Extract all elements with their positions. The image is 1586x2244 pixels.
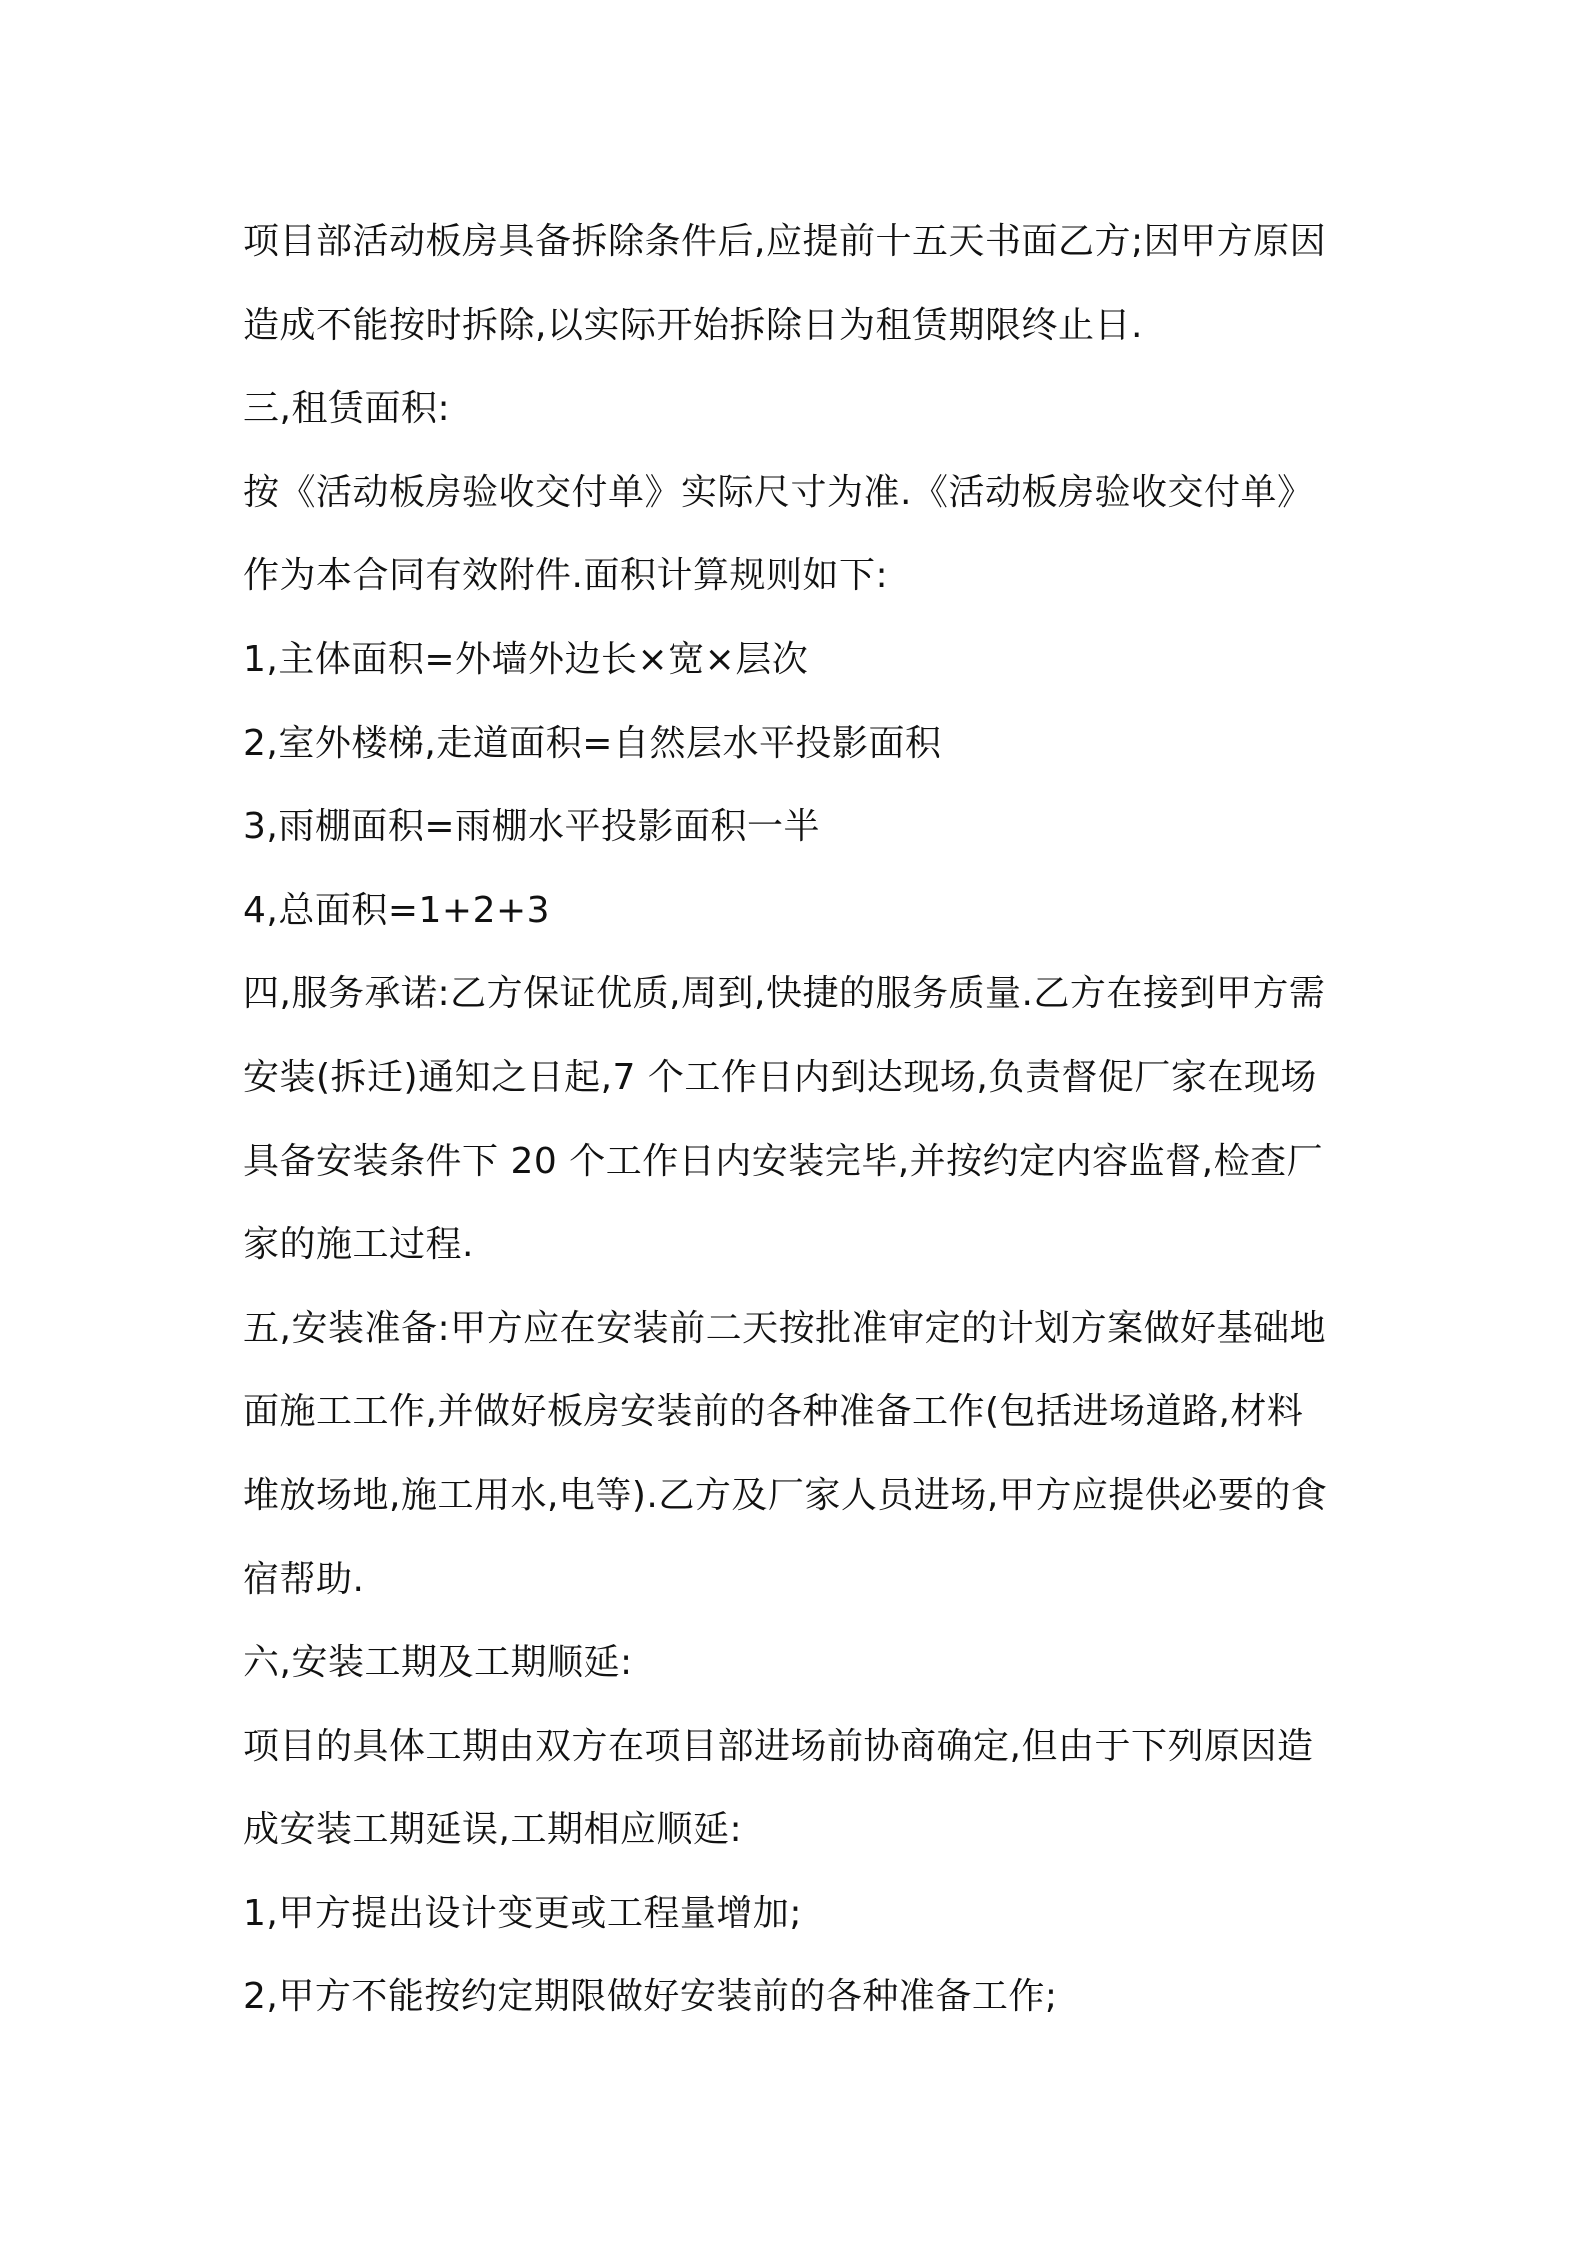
- list-item: 1,主体面积=外墙外边长×宽×层次: [243, 638, 809, 680]
- text-line: 项目的具体工期由双方在项目部进场前协商确定,但由于下列原因造: [243, 1725, 1314, 1767]
- section-heading-rental-area: 三,租赁面积:: [243, 388, 451, 430]
- text-line: 堆放场地,施工用水,电等).乙方及厂家人员进场,甲方应提供必要的食: [243, 1474, 1328, 1516]
- text-line: 具备安装条件下 20 个工作日内安装完毕,并按约定内容监督,检查厂: [243, 1140, 1324, 1182]
- text-line: 按《活动板房验收交付单》实际尺寸为准.《活动板房验收交付单》: [243, 471, 1314, 513]
- document-body: [243, 200, 1363, 2039]
- list-item: 2,室外楼梯,走道面积=自然层水平投影面积: [243, 722, 942, 764]
- section-heading-service-commitment: 四,服务承诺:乙方保证优质,周到,快捷的服务质量.乙方在接到甲方需: [243, 973, 1326, 1015]
- text-line: 面施工工作,并做好板房安装前的各种准备工作(包括进场道路,材料: [243, 1391, 1304, 1433]
- section-heading-installation-prep: 五,安装准备:甲方应在安装前二天按批准审定的计划方案做好基础地: [243, 1307, 1327, 1349]
- section-heading-installation-period: 六,安装工期及工期顺延:: [243, 1642, 633, 1684]
- text-line: 作为本合同有效附件.面积计算规则如下:: [243, 555, 889, 597]
- text-line: 安装(拆迁)通知之日起,7 个工作日内到达现场,负责督促厂家在现场: [243, 1056, 1317, 1098]
- list-item: 1,甲方提出设计变更或工程量增加;: [243, 1892, 802, 1934]
- list-item: 3,雨棚面积=雨棚水平投影面积一半: [243, 806, 821, 848]
- text-line: 宿帮助.: [243, 1558, 365, 1600]
- list-item: 4,总面积=1+2+3: [243, 889, 551, 931]
- text-line: 项目部活动板房具备拆除条件后,应提前十五天书面乙方;因甲方原因: [243, 221, 1327, 262]
- text-line: 造成不能按时拆除,以实际开始拆除日为租赁期限终止日.: [243, 304, 1143, 346]
- text-line: 家的施工过程.: [243, 1224, 474, 1266]
- list-item: 2,甲方不能按约定期限做好安装前的各种准备工作;: [243, 1976, 1058, 2018]
- text-line: 成安装工期延误,工期相应顺延:: [243, 1809, 743, 1851]
